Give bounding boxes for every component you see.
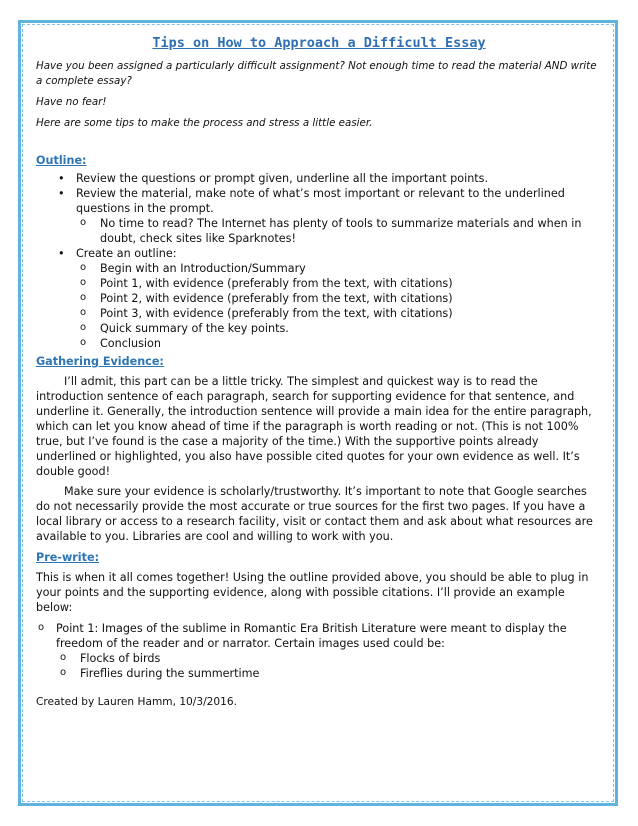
prewrite-list <box>36 621 602 681</box>
intro-line-3: Here are some tips to make the process and stress a little easier. <box>36 117 373 129</box>
intro-line-2: Have no fear! <box>36 96 107 108</box>
intro-section <box>36 59 602 131</box>
prewrite-heading: Pre-write: <box>36 551 100 564</box>
list-item: • Review the questions or prompt given, underline all the important points. <box>76 171 602 186</box>
list-item <box>76 246 602 351</box>
list-item-text: Point 1: Images of the sublime in Romantic Era British Literature were meant to display the freedom of the reader and or narrator. Certain images used could be: <box>56 622 567 650</box>
sub-list-item: o Point 2, with evidence (preferably from the text, with citations) <box>100 291 602 306</box>
sub-list-item: o Point 1, with evidence (preferably from the text, with citations) <box>100 276 602 291</box>
outline-heading: Outline: <box>36 154 87 167</box>
sub-list-item: o No time to read? The Internet has plenty of tools to summarize materials and when in doubt, check sites like Sparknotes! <box>100 216 602 246</box>
evidence-paragraph-2: Make sure your evidence is scholarly/trustworthy. It’s important to note that Google searches do not necessarily provide the most accurate or true sources for the first two pages. If you have a local library or access to a research facility, visit or contact them and ask about what resources are available to you. Libraries are cool and willing to work with you. <box>36 485 593 543</box>
list-item-text: Create an outline: <box>76 247 177 260</box>
evidence-heading: Gathering Evidence: <box>36 355 164 368</box>
sub-list-item: o Quick summary of the key points. <box>100 321 602 336</box>
sub-list <box>76 261 602 351</box>
sub-list-item: o Fireflies during the summertime <box>80 666 602 681</box>
outline-list <box>36 171 602 351</box>
sub-list-item: o Conclusion <box>100 336 602 351</box>
intro-line-1: Have you been assigned a particularly difficult assignment? Not enough time to read the material AND write a complete essay? <box>36 60 597 87</box>
footer-credit: Created by Lauren Hamm, 10/3/2016. <box>36 696 238 708</box>
sub-list-item: o Flocks of birds <box>80 651 602 666</box>
document-title: Tips on How to Approach a Difficult Essay <box>152 35 486 51</box>
sub-list-item: o Point 3, with evidence (preferably from the text, with citations) <box>100 306 602 321</box>
sub-list <box>76 216 602 246</box>
prewrite-paragraph: This is when it all comes together! Using the outline provided above, you should be able to plug in your points and the supporting evidence, along with possible citations. I’ll provide an example below: <box>36 571 589 614</box>
list-item <box>56 621 602 681</box>
sub-list <box>56 651 602 681</box>
sub-list-item: o Begin with an Introduction/Summary <box>100 261 602 276</box>
evidence-paragraph-1: I’ll admit, this part can be a little tricky. The simplest and quickest way is to read the introduction sentence of each paragraph, search for supporting evidence for that sentence, and underline it. Generally, the introduction sentence will provide a main idea for the entire paragraph, which can let you know ahead of time if the paragraph is worth reading or not. (This is not 100% true, but I’ve found is the case a majority of the time.) With the supportive points already underlined or highlighted, you also have possible cited quotes for your own evidence as well. It’s double good! <box>36 375 592 478</box>
document-body <box>36 36 602 710</box>
list-item-text: Review the material, make note of what’s most important or relevant to the underlined questions in the prompt. <box>76 187 565 215</box>
list-item <box>76 186 602 246</box>
